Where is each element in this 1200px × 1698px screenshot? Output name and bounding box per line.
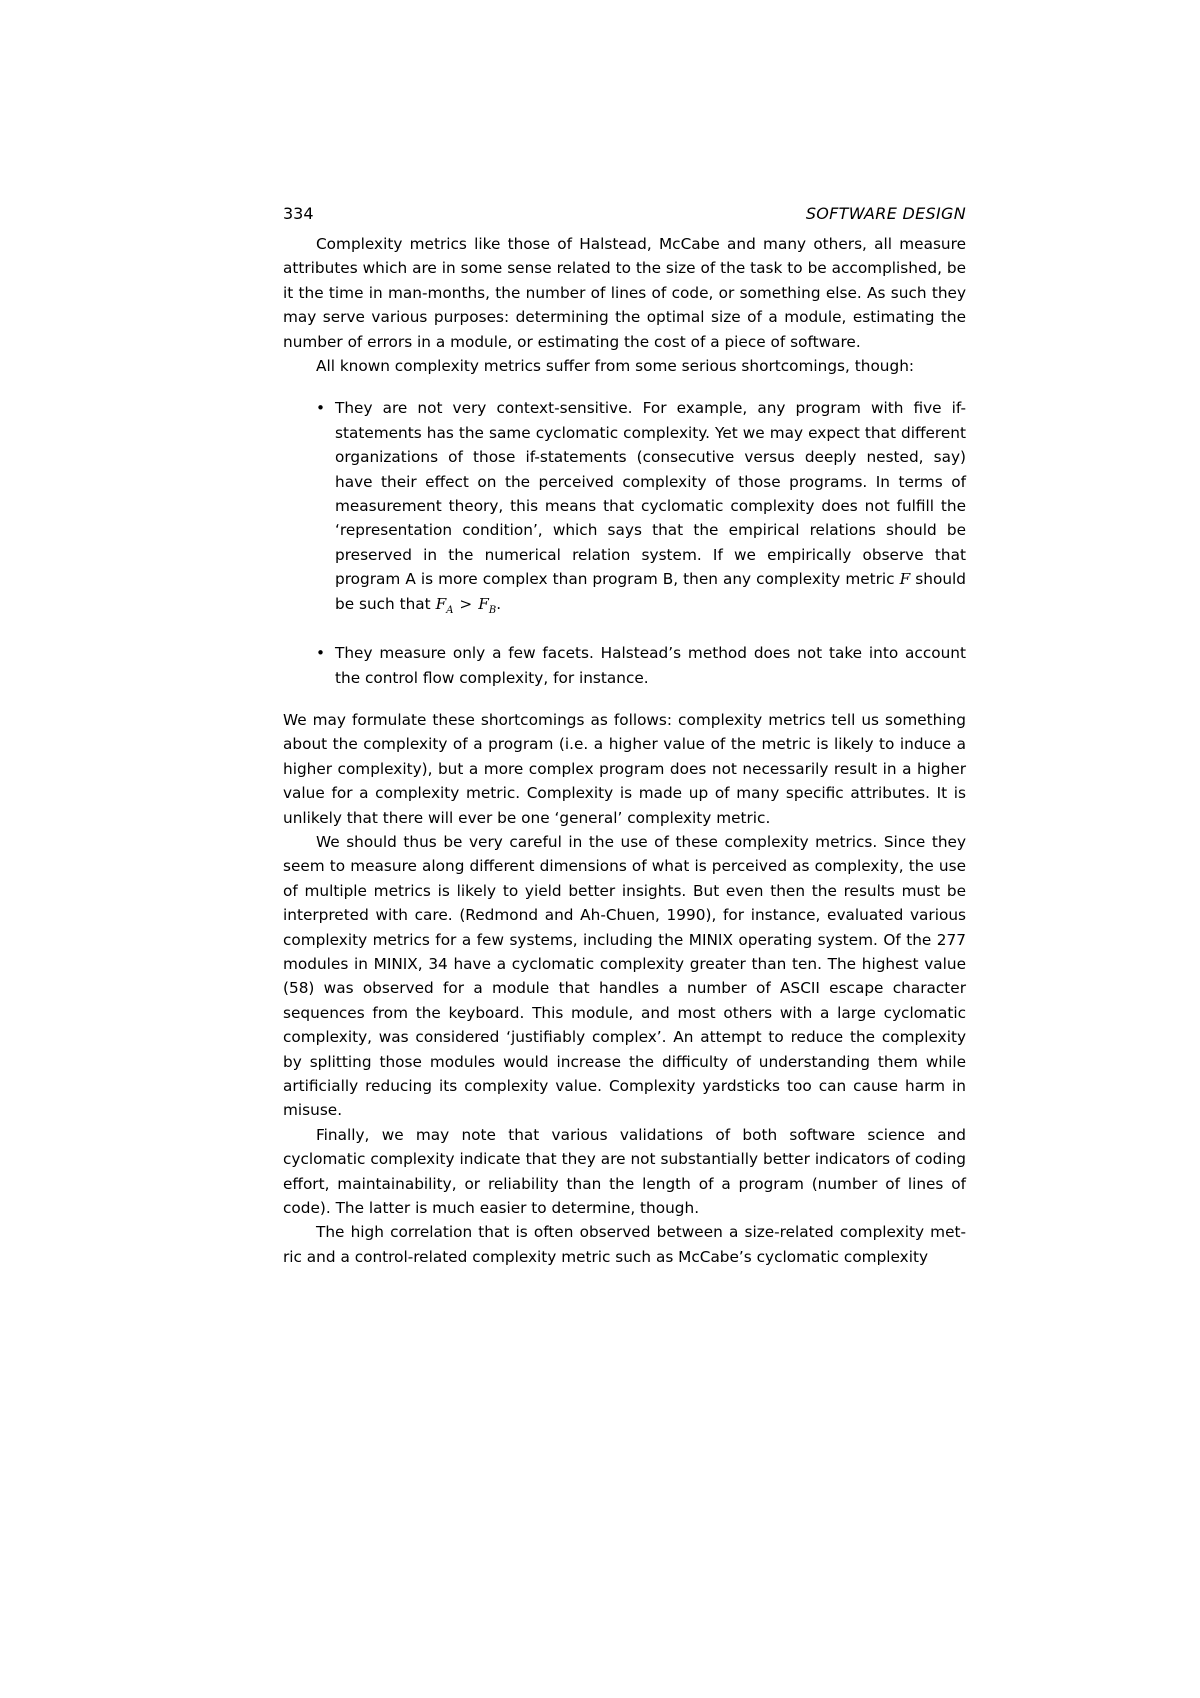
paragraph-validations: Finally, we may note that various validations of both software science and cyclomatic complexity indicate that they are not substantially better indicators of coding effort, maintainability, or reliability than the length of a program (number of lines of code). The latter is much easier to determine, though.	[283, 1125, 966, 1218]
formula-lhs-sub: A	[446, 604, 454, 616]
bullet-icon: •	[316, 399, 326, 418]
book-page	[283, 204, 966, 1269]
bullet-text-context-sensitive: They are not very context-sensitive. For example, any program with five if-statements has the same cyclomatic complexity. Yet we may expect that different organizations of those if-statements (consecutive versus deeply nested, say) have their effect on the perceived complexity of those programs. In terms of measurement theory, this means that cyclomatic complexity does not fulfill the ‘representation condition’, which says that the empirical relations should be preserved in the numerical relation system. If we empirically observe that program A is more complex than program B, then any complexity metric	[335, 399, 966, 589]
shortcomings-list	[283, 396, 966, 690]
formula-operator: >	[459, 594, 473, 613]
paragraph-formulate-shortcomings: We may formulate these shortcomings as follows: complexity metrics tell us something about the complexity of a program (i.e. a higher value of the metric is likely to induce a higher complexity), but a more complex program does not necessarily result in a higher value for a complexity metric. Complexity is made up of many specific attributes. It is unlikely that there will ever be one ‘general’ complexity metric.	[283, 710, 966, 827]
metric-symbol: F	[899, 570, 911, 589]
body-text	[283, 232, 966, 1269]
page-header	[283, 204, 966, 232]
list-item	[283, 396, 966, 623]
formula	[435, 594, 497, 616]
formula-end: .	[496, 594, 502, 613]
list-item	[283, 641, 966, 690]
bullet-text-tail: should be such that	[335, 570, 966, 613]
page-number: 334	[283, 204, 314, 223]
formula-rhs: F	[478, 594, 489, 613]
paragraph-complexity-metrics: Complexity metrics like those of Halstead, McCabe and many others, all measure attributes which are in some sense related to the size of the task to be accomplished, be it the time in man-months, the number of lines of code, or something else. As such they may serve various purposes: determining the optimal size of a module, estimating the number of errors in a module, or estimating the cost of a piece of software.	[283, 235, 966, 351]
paragraph-shortcomings-intro: All known complexity metrics suffer from some serious shortcomings, though:	[316, 357, 915, 376]
formula-rhs-sub: B	[488, 604, 497, 616]
paragraph-high-correlation: The high correlation that is often observed between a size-related complexity met-ric and a control-related complexity metric such as McCabe’s cyclomatic complexity	[283, 1223, 966, 1266]
bullet-icon: •	[316, 644, 326, 663]
paragraph-careful-use: We should thus be very careful in the use of these complexity metrics. Since they seem to measure along different dimensions of what is perceived as complexity, the use of multiple metrics is likely to yield better insights. But even then the results must be interpreted with care. (Redmond and Ah-Chuen, 1990), for instance, evaluated various complexity metrics for a few systems, including the MINIX operating system. Of the 277 modules in MINIX, 34 have a cyclomatic complexity greater than ten. The highest value (58) was observed for a module that handles a number of ASCII escape character sequences from the keyboard. This module, and most others with a large cyclomatic complexity, was considered ‘justifiably complex’. An attempt to reduce the complexity by splitting those modules would increase the difficulty of understanding them while artificially reducing its complexity value. Complexity yardsticks too can cause harm in misuse.	[283, 832, 966, 1120]
running-title: SOFTWARE DESIGN	[805, 204, 966, 223]
formula-lhs: F	[435, 594, 447, 613]
bullet-text-few-facets: They measure only a few facets. Halstead’s method does not take into account the control flow complexity, for instance.	[335, 644, 966, 687]
